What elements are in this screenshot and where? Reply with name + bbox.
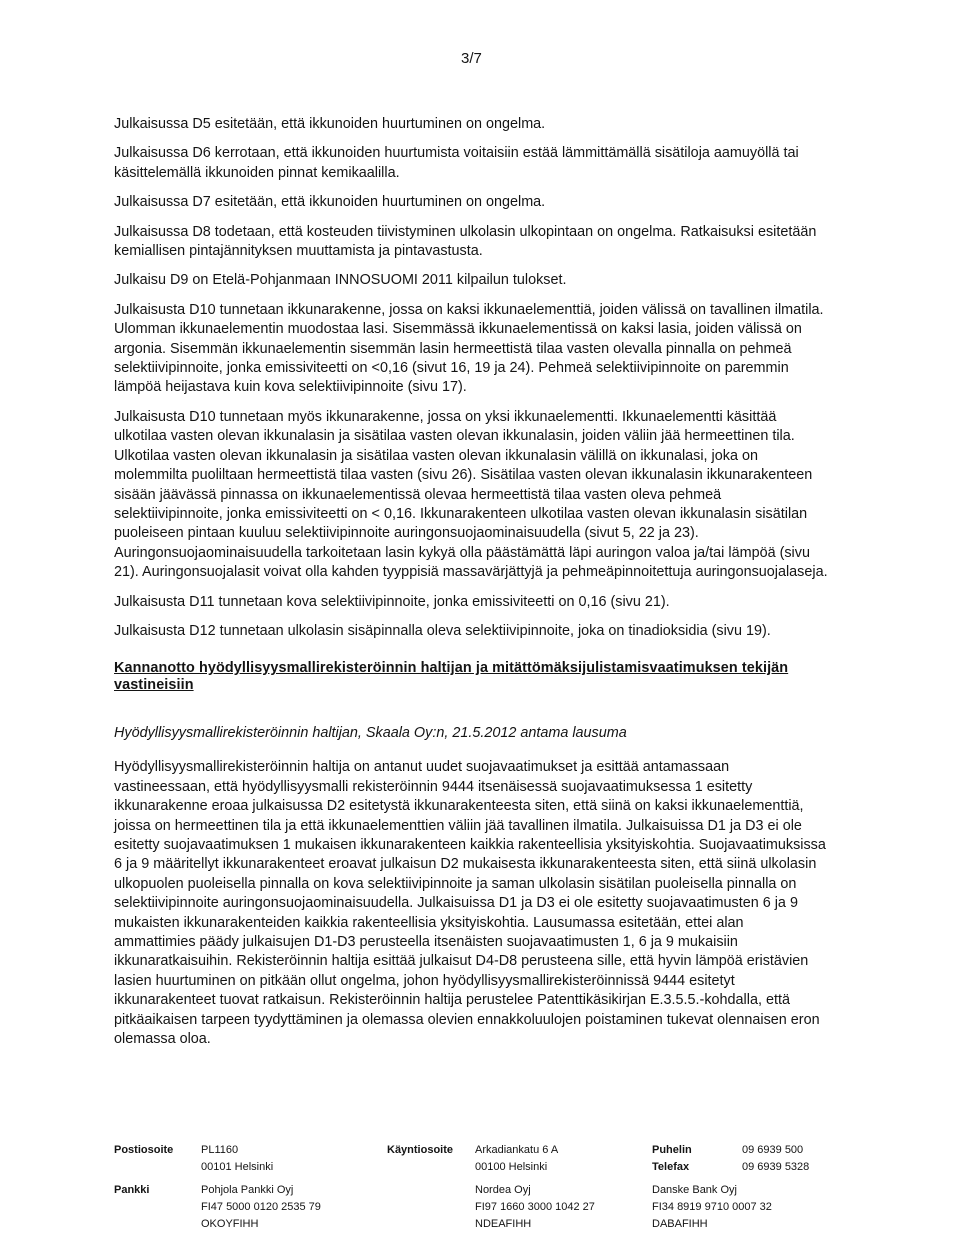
- bank-pohjola: [201, 1182, 321, 1233]
- visiting-address: [475, 1142, 558, 1176]
- page-number: 3/7: [461, 50, 482, 67]
- postal-line: 00101 Helsinki: [201, 1161, 274, 1173]
- postal-line: PL1160: [201, 1144, 239, 1156]
- postal-address: [201, 1142, 273, 1176]
- bank-label: Pankki: [114, 1184, 150, 1196]
- paragraph-d12: Julkaisusta D12 tunnetaan ulkolasin sisäpinnalla oleva selektiivipinnoite, joka on tinadioksidia (sivu 19).: [114, 622, 771, 639]
- phone-label: Puhelin: [652, 1144, 692, 1156]
- bank-nordea: [475, 1182, 595, 1233]
- paragraph-d8: Julkaisussa D8 todetaan, että kosteuden tiivistyminen ulkolasin ulkopintaan on ongelma. Ratkaisuksi esitetään kemiallisen pintajännityksen muuttamista ja pintavastusta.: [114, 223, 817, 260]
- visiting-address-label: Käyntiosoite: [387, 1144, 454, 1156]
- visiting-line: 00100 Helsinki: [475, 1161, 548, 1173]
- bank-line: Danske Bank Oyj: [652, 1184, 737, 1196]
- section-heading: Kannanotto hyödyllisyysmallirekisteröinnin haltijan ja mitättömäksijulistamisvaatimuksen tekijän vastineisiin: [114, 660, 789, 694]
- visiting-line: Arkadiankatu 6 A: [475, 1144, 559, 1156]
- paragraph-statement: Hyödyllisyysmallirekisteröinnin haltija on antanut uudet suojavaatimukset ja esittää antamassaan vastineessaan, että hyödyllisyysmalli rekisteröinnin 9444 itsenäisessä suojavaatimuksessa 1 esitetty ikkunarakenne eroaa julkaisussa D2 esitetystä ikkunarakenteesta siten, että siinä on kaksi ikkunaelementtiä, joissa on hermeettinen tila ja että ikkunaelementtien väliin jää tavallinen ilmatila. Julkaisuissa D1 ja D3 ei ole esitetty suojavaatimuksen 1 mukaisen ikkunarakenteen kaikkia rakenteellisia yksityiskohtia. Suojavaatimuksissa 6 ja 9 määritellyt ikkunarakenteet eroavat julkaisun D2 mukaisesta ikkunarakenteesta siten, että siinä ulkolasin ulkopuolen puoleisella pinnalla on kova selektiivipinnoite ja saman ulkolasin sisätilan puoleisella pinnalla on selektiivipinnoite auringonsuojaominaisuudella. Julkaisuissa D1 ja D3 ei ole esitetty suojavaatimusten 6 ja 9 mukaisten ikkunarakenteiden kaikkia rakenteellisia yksityiskohtia. Lausumassa esitetään, ettei alan ammattimies päädy julkaisujen D1-D3 perusteella itsenäisten suojavaatimusten 1, 6 ja 9 mukaisiin ikkunaratkaisuihin. Rekisteröinnin haltija esittää julkaisut D4-D8 perusteena sille, että hyvin lämpöä eristävien lasien huurtuminen on pitkään ollut ongelma, johon hyödyllisyysmallirekisteröinnissä 9444 esitetyt ikkunarakenteet tuovat ratkaisun. Rekisteröinnin haltija perustelee Patenttikäsikirjan E.3.5.5.-kohdalla, että pitkäaikaisen tarpeen tyydyttäminen ja olemassa olevien ennakkoluulojen poistaminen tukevat olennaisen eron olemassa oloa.: [114, 759, 826, 1048]
- bank-line: Nordea Oyj: [475, 1184, 531, 1196]
- section-subheading: Hyödyllisyysmallirekisteröinnin haltijan, Skaala Oy:n, 21.5.2012 antama lausuma: [114, 725, 627, 742]
- phone-number: 09 6939 500: [742, 1144, 804, 1156]
- bank-line: DABAFIHH: [652, 1218, 708, 1230]
- postal-address-label: Postiosoite: [114, 1144, 174, 1156]
- contact-labels: [652, 1142, 692, 1176]
- document-body: [114, 115, 828, 1059]
- contact-values: [742, 1142, 809, 1176]
- paragraph-d10-second: Julkaisusta D10 tunnetaan myös ikkunarakenne, jossa on yksi ikkunaelementti. Ikkunaelementti käsittää ulkotilaa vasten olevan ikkunalasin ja sisätilaa vasten olevan ikkunalasin, joiden väliin jää hermeettinen tila. Ulkotilaa vasten olevan ikkunalasin ja sisätilaa vasten olevan ikkunalasin välillä on ikkunalasi, joka on molemmilta puoliltaan hermeettistä tilaa vasten (sivu 26). Sisätilaa vasten olevan ikkunalasin ikkunarakenteen sisään jäävässä pinnassa on ikkunaelementissä olevaa hermeettistä tilaa vasten oleva pehmeä selektiivipinnoite, jonka emissiviteetti on < 0,16. Ikkunarakenteen ulkotilaa vasten olevan ikkunalasin sisätilan puoleiseen pintaan kuuluu selektiivipinnoite auringonsuojaominaisuudella (sivut 5, 22 ja 23). Auringonsuojaominaisuudella tarkoitetaan lasin kykyä olla päästämättä läpi auringon valoa ja/tai lämpöä (sivu 21). Auringonsuojalasit voivat olla kahden tyyppisiä massavärjättyjä ja pehmeäpinnoitettuja auringonsuojalaseja.: [114, 408, 828, 581]
- bank-danske: [652, 1182, 772, 1233]
- bank-line: FI97 1660 3000 1042 27: [475, 1201, 595, 1213]
- paragraph-d6: Julkaisussa D6 kerrotaan, että ikkunoiden huurtumista voitaisiin estää lämmittämällä sisätiloja aamuyöllä tai käsittelemällä ikkunoiden pinnat kemikaalilla.: [114, 145, 799, 181]
- paragraph-d9: Julkaisu D9 on Etelä-Pohjanmaan INNOSUOMI 2011 kilpailun tulokset.: [114, 272, 567, 289]
- paragraph-d7: Julkaisussa D7 esitetään, että ikkunoiden huurtuminen on ongelma.: [114, 194, 546, 211]
- bank-line: OKOYFIHH: [201, 1218, 259, 1230]
- bank-line: NDEAFIHH: [475, 1218, 532, 1230]
- fax-label: Telefax: [652, 1161, 690, 1173]
- bank-line: FI34 8919 9710 0007 32: [652, 1201, 772, 1213]
- fax-number: 09 6939 5328: [742, 1161, 810, 1173]
- paragraph-d10-first: Julkaisusta D10 tunnetaan ikkunarakenne, jossa on kaksi ikkunaelementtiä, joiden välissä on tavallinen ilmatila. Ulomman ikkunaelementin muodostaa lasi. Sisemmässä ikkunaelementissä on kaksi lasia, joiden välissä on argonia. Sisemmän ikkunaelementin sisemmän lasin hermeettistä tilaa vasten olevalla pinnalla on pehmeä selektiivipinnoite, jonka emissiviteetti on <0,16 (sivut 16, 19 ja 24). Pehmeä selektiivipinnoite on paremmin lämpöä heijastava kuin kova selektiivipinnoite (sivu 17).: [114, 301, 824, 396]
- bank-line: Pohjola Pankki Oyj: [201, 1184, 294, 1196]
- paragraph-d11: Julkaisusta D11 tunnetaan kova selektiivipinnoite, jonka emissiviteetti on 0,16 (sivu 21).: [114, 593, 670, 610]
- bank-line: FI47 5000 0120 2535 79: [201, 1201, 321, 1213]
- paragraph-d5: Julkaisussa D5 esitetään, että ikkunoiden huurtuminen on ongelma.: [114, 116, 546, 132]
